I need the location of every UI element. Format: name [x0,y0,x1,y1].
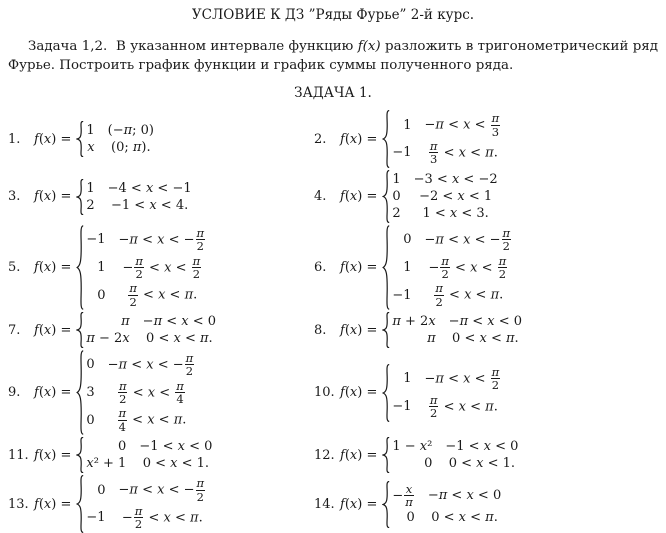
function-label: f(x) = [340,496,378,512]
case-condition: −2 < x < 1 [419,189,493,204]
cases-block [86,226,206,309]
case-row [86,406,195,434]
cases-block [392,313,522,347]
problem-item [314,437,658,473]
case-row [86,180,191,197]
case-value: π [121,314,130,329]
function-label: f(x) = [34,322,72,338]
case-value: π − 2x [86,331,130,346]
case-condition: −1 < x < 0 [445,439,519,454]
case-condition: 0 < x < 1. [142,456,210,471]
fraction: $\frac{\pi}{3}$ [491,111,500,139]
fraction: $\frac{\pi}{2}$ [498,253,507,281]
case-value: 0 [118,439,127,454]
cases-block [86,180,191,214]
case-row [392,455,518,472]
fraction: $\frac{\pi}{2}$ [196,225,205,254]
case-row [392,111,501,139]
case-value: 3 [86,385,95,400]
case-condition: 0 < x < π. [146,331,213,346]
function-label: f(x) = [340,260,378,275]
case-value: −1 [392,145,412,161]
case-row [392,393,501,421]
case-condition: −π < x < 0 [142,314,217,329]
cases-block [86,313,216,347]
case-value: −1 [392,398,412,414]
case-row [392,226,512,254]
case-condition: −π < x < 0 [427,488,502,503]
case-value: π [427,331,436,346]
cases-block [86,351,195,434]
cases-block [392,111,501,167]
case-row [86,139,154,156]
case-condition: $\frac{\pi}{2}$ < x < $\frac{\pi}{4}$ [119,378,184,406]
problem-number: 5. [8,260,21,275]
case-condition: −π < x < − $\frac{\pi}{2}$ [118,225,205,254]
case-row [392,438,518,455]
function-label: f(x) = [340,131,378,147]
problem-item [8,312,314,348]
case-condition: 0 < x < π. [431,510,498,526]
case-condition: −3 < x < −2 [413,172,498,187]
function-label: f(x) = [34,189,72,204]
case-condition: −π < x < $\frac{\pi}{3}$ [424,111,500,139]
cases-brace-icon [76,179,84,215]
problem-item [8,225,314,310]
problem-number: 10. [314,385,335,400]
case-row [392,330,522,347]
problem-number: 6. [314,260,327,275]
case-condition: −4 < x < −1 [107,180,192,196]
problem-item [314,170,658,223]
fraction: $\frac{\pi}{2}$ [429,392,438,420]
case-condition: $\frac{\pi}{4}$ < x < π. [118,406,187,434]
cases-block [392,171,497,222]
problem-item [8,475,314,533]
problem-number: 14. [314,496,335,512]
case-row [86,351,195,379]
fraction: $\frac{\pi}{2}$ [441,253,449,281]
case-value: −1 [392,287,412,303]
case-value: 0 [406,510,415,526]
function-label: f(x) = [34,385,72,400]
fraction: $\frac{\pi}{3}$ [429,139,438,167]
fraction: $\frac{\pi}{2}$ [135,253,143,281]
case-row [86,379,195,407]
cases-brace-icon [76,437,84,473]
case-value: 0 [86,357,95,373]
case-value: 1 − x² [392,439,433,454]
case-value: 1 [86,123,95,138]
cases-block [86,476,206,532]
case-value: 0 [403,232,412,248]
fraction: $\frac{x}{\pi}$ [405,481,413,509]
cases-block [86,122,154,156]
cases-brace-icon [382,170,390,223]
case-row [392,188,497,205]
fraction: $\frac{\pi}{2}$ [491,364,500,393]
case-condition: $\frac{\pi}{2}$ < x < π. [429,392,498,420]
fraction: $\frac{\pi}{2}$ [134,504,143,532]
case-condition: −π < x < $\frac{\pi}{2}$ [424,364,500,393]
problem-number: 13. [8,496,29,512]
case-condition: $\frac{\pi}{3}$ < x < π. [429,139,498,167]
problem-item [8,350,314,435]
cases-brace-icon [382,312,390,348]
cases-block [392,365,501,421]
fraction: $\frac{\pi}{4}$ [176,378,184,406]
problems-grid [8,110,658,533]
case-value: 1 [403,371,412,387]
case-row [86,330,216,347]
problem-item [314,350,658,435]
case-value: − $\frac{x}{\pi}$ [392,481,413,509]
cases-brace-icon [382,364,390,422]
cases-brace-icon [76,350,84,435]
case-value: 1 [403,260,412,275]
case-row [86,197,191,214]
case-value: 0 [86,412,95,428]
case-row [392,482,501,510]
intro-paragraph [8,38,658,75]
case-value: 0 [424,456,433,471]
intro-text-suffix: разложить в тригонометрический ряд Фурье. Построить график функции и график суммы полученного ряда. [8,39,658,73]
case-value: 0 [392,189,401,204]
cases-block [392,438,518,472]
fraction: $\frac{\pi}{2}$ [185,350,194,379]
cases-brace-icon [76,312,84,348]
problem-number: 7. [8,322,21,338]
problem-number: 9. [8,385,21,400]
function-label: f(x) = [34,496,72,512]
case-value: 2 [86,197,95,213]
case-row [392,254,512,282]
case-row [392,139,501,167]
intro-text-prefix: Задача 1,2. В указанном интервале функцию [28,39,358,54]
case-condition: −1 < x < 4. [111,197,189,213]
function-label: f(x) = [340,189,378,204]
problem-item [8,170,314,223]
cases-brace-icon [76,225,84,310]
case-value: 0 [97,287,106,303]
function-label: f(x) = [34,447,72,463]
cases-brace-icon [76,475,84,533]
case-condition: (0; π). [111,140,151,155]
problem-item [314,475,658,533]
function-label: f(x) = [34,131,72,147]
case-condition: − $\frac{\pi}{2}$ < x < $\frac{\pi}{2}$ [428,253,507,281]
case-value: 0 [97,482,106,498]
case-condition: −1 < x < 0 [139,439,213,454]
case-value: x² + 1 [86,456,127,471]
case-value: −1 [86,232,106,248]
case-row [86,313,216,330]
case-value: x [87,140,95,155]
problem-number: 3. [8,189,21,204]
cases-block [392,482,501,527]
case-row [86,504,206,532]
case-row [392,281,512,309]
case-row [392,365,501,393]
cases-brace-icon [382,481,390,528]
cases-brace-icon [382,225,390,310]
case-row [86,281,206,309]
problem-number: 8. [314,322,327,338]
case-condition: 0 < x < π. [452,331,519,346]
problem-number: 12. [314,447,335,463]
fraction: $\frac{\pi}{4}$ [118,406,127,434]
case-row [86,226,206,254]
problem-number: 2. [314,131,327,147]
case-value: π + 2x [392,314,436,329]
problem-item [314,110,658,168]
problem-number: 4. [314,189,327,204]
case-row [86,455,212,472]
case-row [86,122,154,139]
case-row [392,313,522,330]
case-row [86,438,212,455]
problem-item [8,437,314,473]
function-label: f(x) = [340,447,378,463]
cases-block [392,226,512,309]
case-condition: 1 < x < 3. [422,206,489,221]
section-title: ЗАДАЧА 1. [294,85,372,101]
cases-brace-icon [382,437,390,473]
fraction: $\frac{\pi}{2}$ [196,476,205,504]
fraction: $\frac{\pi}{2}$ [119,378,127,406]
case-row [392,509,501,526]
case-value: 1 [403,117,412,133]
problem-item [314,225,658,310]
intro-math-fx: f(x) [357,39,381,54]
fraction: $\frac{\pi}{2}$ [129,281,137,309]
case-condition: $\frac{\pi}{2}$ < x < π. [435,281,504,309]
function-label: f(x) = [340,385,378,400]
function-label: f(x) = [34,260,72,275]
case-value: −1 [86,510,106,526]
case-value: 1 [86,180,95,196]
case-condition: −π < x < − $\frac{\pi}{2}$ [424,225,511,254]
case-row [86,476,206,504]
cases-brace-icon [76,121,84,157]
case-value: 2 [392,206,401,221]
case-condition: − $\frac{\pi}{2}$ < x < π. [121,504,203,532]
problem-item [314,312,658,348]
fraction: $\frac{\pi}{2}$ [192,253,201,281]
case-row [86,254,206,282]
case-row [392,171,497,188]
cases-brace-icon [382,110,390,168]
case-value: 1 [97,260,106,275]
case-condition: −π < x < − $\frac{\pi}{2}$ [118,476,205,504]
case-condition: −π < x < − $\frac{\pi}{2}$ [107,350,194,379]
problem-number: 11. [8,447,29,463]
problem-item [8,110,314,168]
function-label: f(x) = [340,322,378,338]
case-row [392,205,497,222]
page-title: УСЛОВИЕ К ДЗ ”Ряды Фурье” 2-й курс. [191,7,475,23]
cases-block [86,438,212,472]
case-condition: $\frac{\pi}{2}$ < x < π. [129,281,198,309]
case-value: 1 [392,172,401,187]
problem-number: 1. [8,131,21,147]
case-condition: (−π; 0) [107,123,154,138]
fraction: $\frac{\pi}{2}$ [502,225,511,254]
case-condition: −π < x < 0 [448,314,523,329]
fraction: $\frac{\pi}{2}$ [435,281,443,309]
case-condition: − $\frac{\pi}{2}$ < x < $\frac{\pi}{2}$ [122,253,201,281]
case-condition: 0 < x < 1. [448,456,516,471]
